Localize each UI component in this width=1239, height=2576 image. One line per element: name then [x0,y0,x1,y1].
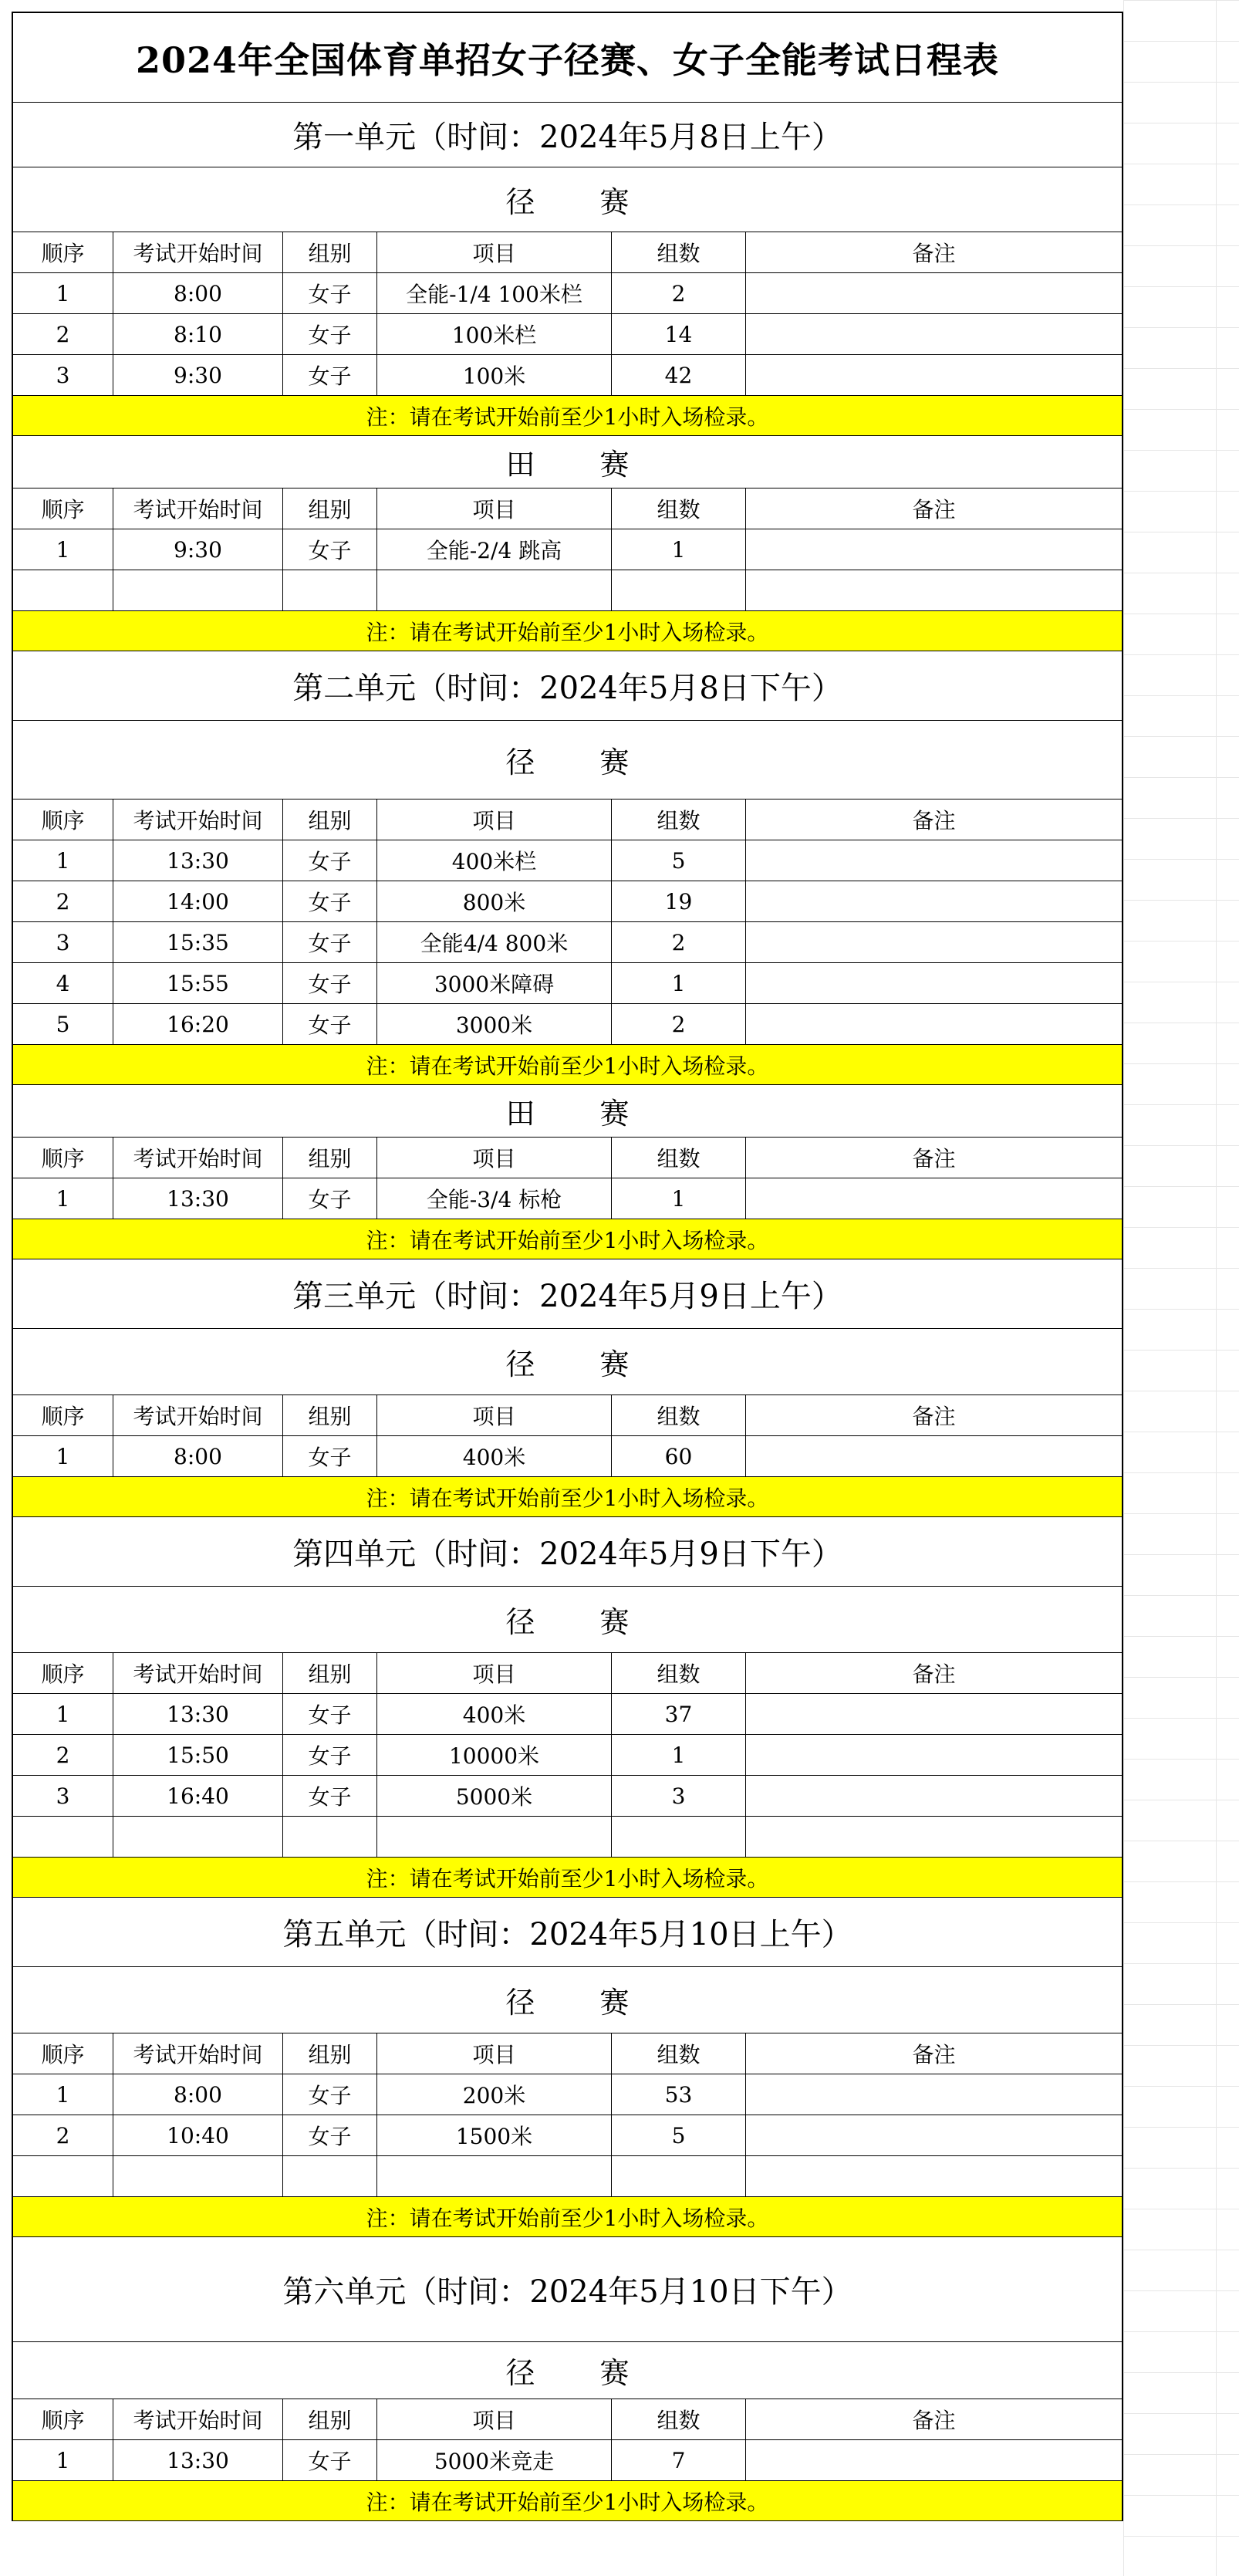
group-cell: 女子 [283,2440,377,2480]
start-time-cell [113,1817,283,1857]
start-time-cell: 14:00 [113,881,283,921]
event-cell: 400米 [377,1694,612,1734]
heats-header: 组数 [612,232,746,272]
field-section-title-text: 田 赛 [505,448,657,482]
remarks-header: 备注 [912,1146,956,1171]
checkin-note [13,1045,1122,1085]
group-cell: 女子 [283,529,377,570]
track-section-title [13,1967,1122,2033]
event-header: 项目 [377,800,612,840]
remarks-cell [746,355,1122,395]
order-cell: 1 [13,1694,113,1734]
event-cell: 1500米 [377,2115,612,2155]
order-header: 顺序 [13,1395,113,1435]
start-time-cell: 9:30 [113,529,283,570]
heats-header: 组数 [612,800,746,840]
start-time-cell: 13:30 [113,1694,283,1734]
table-row [13,1436,1122,1477]
track-section-title-text: 径 赛 [505,2356,657,2390]
checkin-note [13,2197,1122,2237]
order-cell [13,570,113,610]
start-time-header: 考试开始时间 [113,232,283,272]
group-cell: 女子 [283,1436,377,1476]
table-row [13,1694,1122,1735]
column-header-row [13,2033,1122,2074]
unit-title [13,1898,1122,1967]
event-cell: 400米 [377,1436,612,1476]
start-time-header: 考试开始时间 [113,2033,283,2074]
remarks-cell [746,2156,1122,2196]
track-section-title [13,721,1122,800]
start-time-cell: 8:00 [113,273,283,313]
group-header: 组别 [283,488,377,529]
group-cell: 女子 [283,314,377,354]
table-row [13,1004,1122,1045]
column-header-row [13,1395,1122,1436]
start-time-cell: 15:35 [113,922,283,962]
order-cell: 2 [13,314,113,354]
event-header: 项目 [377,1395,612,1435]
track-section-title-text: 径 赛 [505,1986,657,2020]
order-cell: 3 [13,922,113,962]
group-cell: 女子 [283,355,377,395]
order-header: 顺序 [13,1138,113,1178]
unit-title-text: 第三单元（时间：2024年5月9日上午） [292,1279,842,1314]
column-header-row [13,1653,1122,1694]
heats-cell: 53 [612,2074,746,2115]
group-cell [283,1817,377,1857]
checkin-note-text: 注：请在考试开始前至少1小时入场检录。 [366,619,769,645]
order-cell: 2 [13,881,113,921]
unit-title [13,1517,1122,1587]
schedule-table [12,12,1123,2521]
table-row [13,840,1122,881]
table-row [13,314,1122,355]
heats-header: 组数 [612,1653,746,1693]
heats-cell [612,570,746,610]
event-header: 项目 [377,2033,612,2074]
event-cell: 800米 [377,881,612,921]
group-header: 组别 [283,2033,377,2074]
heats-cell: 5 [612,2115,746,2155]
track-section-title [13,2342,1122,2399]
order-header: 顺序 [13,232,113,272]
heats-cell: 2 [612,273,746,313]
checkin-note [13,2481,1122,2521]
track-section-title-text: 径 赛 [505,745,657,779]
heats-cell: 1 [612,963,746,1003]
remarks-header: 备注 [912,1662,956,1687]
remarks-header: 备注 [912,2408,956,2433]
remarks-cell [746,840,1122,881]
heats-cell: 7 [612,2440,746,2480]
order-header: 顺序 [13,2033,113,2074]
table-row [13,2074,1122,2115]
event-cell [377,570,612,610]
table-row [13,963,1122,1004]
heats-cell: 1 [612,529,746,570]
table-row [13,2115,1122,2156]
order-cell: 3 [13,1776,113,1816]
order-cell [13,1817,113,1857]
group-header: 组别 [283,1138,377,1178]
group-cell: 女子 [283,273,377,313]
event-header: 项目 [377,232,612,272]
group-cell: 女子 [283,2074,377,2115]
heats-cell: 5 [612,840,746,881]
remarks-cell [746,1735,1122,1775]
group-cell: 女子 [283,1004,377,1044]
event-cell: 5000米竞走 [377,2440,612,2480]
order-cell: 3 [13,355,113,395]
remarks-cell [746,922,1122,962]
table-row [13,529,1122,570]
group-cell [283,2156,377,2196]
heats-cell: 2 [612,922,746,962]
table-row [13,2156,1122,2197]
unit-title [13,651,1122,721]
heats-cell [612,1817,746,1857]
unit-title-text: 第五单元（时间：2024年5月10日上午） [282,1917,852,1952]
page-title [13,13,1122,103]
group-cell: 女子 [283,922,377,962]
checkin-note-text: 注：请在考试开始前至少1小时入场检录。 [366,1227,769,1253]
event-cell: 全能-2/4 跳高 [377,529,612,570]
group-cell: 女子 [283,2115,377,2155]
remarks-header: 备注 [912,497,956,522]
start-time-cell: 13:30 [113,2440,283,2480]
heats-cell: 14 [612,314,746,354]
start-time-cell: 10:40 [113,2115,283,2155]
unit-title [13,1259,1122,1329]
track-section-title-text: 径 赛 [505,1605,657,1639]
event-cell: 3000米 [377,1004,612,1044]
checkin-note [13,1858,1122,1898]
start-time-cell [113,2156,283,2196]
group-cell [283,570,377,610]
order-cell: 1 [13,1178,113,1219]
remarks-cell [746,529,1122,570]
order-header: 顺序 [13,2399,113,2439]
remarks-header: 备注 [912,241,956,266]
heats-cell: 1 [612,1178,746,1219]
event-cell: 全能4/4 800米 [377,922,612,962]
start-time-cell: 13:30 [113,840,283,881]
event-header: 项目 [377,1138,612,1178]
heats-header: 组数 [612,1395,746,1435]
track-section-title [13,1587,1122,1653]
column-header-row [13,232,1122,273]
group-header: 组别 [283,232,377,272]
event-cell [377,2156,612,2196]
remarks-cell [746,2115,1122,2155]
event-header: 项目 [377,2399,612,2439]
group-cell: 女子 [283,1776,377,1816]
event-header: 项目 [377,1653,612,1693]
remarks-cell [746,1776,1122,1816]
checkin-note [13,1477,1122,1517]
start-time-header: 考试开始时间 [113,2399,283,2439]
unit-title-text: 第二单元（时间：2024年5月8日下午） [292,671,842,706]
heats-cell: 3 [612,1776,746,1816]
start-time-header: 考试开始时间 [113,800,283,840]
table-row [13,273,1122,314]
start-time-cell [113,570,283,610]
start-time-cell: 15:55 [113,963,283,1003]
column-header-row [13,488,1122,529]
unit-title-text: 第四单元（时间：2024年5月9日下午） [292,1536,842,1572]
order-cell: 1 [13,2074,113,2115]
table-row [13,1735,1122,1776]
checkin-note-text: 注：请在考试开始前至少1小时入场检录。 [366,1053,769,1079]
start-time-cell: 16:40 [113,1776,283,1816]
order-cell: 1 [13,273,113,313]
event-cell: 全能-1/4 100米栏 [377,273,612,313]
start-time-header: 考试开始时间 [113,1395,283,1435]
group-cell: 女子 [283,1735,377,1775]
column-header-row [13,1138,1122,1178]
remarks-cell [746,2074,1122,2115]
order-cell: 1 [13,2440,113,2480]
order-cell: 1 [13,1436,113,1476]
group-header: 组别 [283,800,377,840]
order-cell: 5 [13,1004,113,1044]
group-cell: 女子 [283,840,377,881]
track-section-title-text: 径 赛 [505,185,657,219]
remarks-header: 备注 [912,808,956,833]
table-row [13,1178,1122,1219]
unit-title [13,103,1122,167]
remarks-cell [746,1436,1122,1476]
track-section-title-text: 径 赛 [505,1347,657,1381]
field-section-title [13,1085,1122,1138]
event-cell: 3000米障碍 [377,963,612,1003]
order-cell: 1 [13,529,113,570]
group-header: 组别 [283,2399,377,2439]
group-header: 组别 [283,1395,377,1435]
table-row [13,1817,1122,1858]
start-time-cell: 8:10 [113,314,283,354]
group-header: 组别 [283,1653,377,1693]
field-section-title [13,436,1122,488]
event-header: 项目 [377,488,612,529]
order-cell: 2 [13,1735,113,1775]
start-time-header: 考试开始时间 [113,1653,283,1693]
table-row [13,1776,1122,1817]
heats-header: 组数 [612,2399,746,2439]
remarks-cell [746,881,1122,921]
checkin-note-text: 注：请在考试开始前至少1小时入场检录。 [366,404,769,430]
track-section-title [13,1329,1122,1395]
event-cell: 400米栏 [377,840,612,881]
remarks-header: 备注 [912,1404,956,1429]
group-cell: 女子 [283,881,377,921]
heats-header: 组数 [612,1138,746,1178]
checkin-note-text: 注：请在考试开始前至少1小时入场检录。 [366,1485,769,1511]
order-header: 顺序 [13,1653,113,1693]
checkin-note [13,1219,1122,1259]
group-cell: 女子 [283,963,377,1003]
start-time-cell: 9:30 [113,355,283,395]
event-cell: 100米 [377,355,612,395]
table-row [13,2440,1122,2481]
checkin-note-text: 注：请在考试开始前至少1小时入场检录。 [366,1865,769,1891]
event-cell: 5000米 [377,1776,612,1816]
remarks-cell [746,570,1122,610]
event-cell: 10000米 [377,1735,612,1775]
start-time-header: 考试开始时间 [113,488,283,529]
order-cell: 1 [13,840,113,881]
checkin-note-text: 注：请在考试开始前至少1小时入场检录。 [366,2489,769,2515]
table-row [13,881,1122,922]
checkin-note [13,396,1122,436]
column-header-row [13,800,1122,840]
start-time-cell: 13:30 [113,1178,283,1219]
heats-cell: 37 [612,1694,746,1734]
remarks-header: 备注 [912,2042,956,2067]
field-section-title-text: 田 赛 [505,1097,657,1131]
checkin-note [13,611,1122,651]
order-header: 顺序 [13,800,113,840]
remarks-cell [746,1817,1122,1857]
column-header-row [13,2399,1122,2440]
unit-title-text: 第六单元（时间：2024年5月10日下午） [282,2274,852,2310]
remarks-cell [746,963,1122,1003]
start-time-cell: 15:50 [113,1735,283,1775]
start-time-cell: 16:20 [113,1004,283,1044]
remarks-cell [746,1694,1122,1734]
order-header: 顺序 [13,488,113,529]
order-cell [13,2156,113,2196]
table-row [13,355,1122,396]
heats-cell: 60 [612,1436,746,1476]
event-cell: 全能-3/4 标枪 [377,1178,612,1219]
group-cell: 女子 [283,1694,377,1734]
heats-header: 组数 [612,488,746,529]
track-section-title [13,167,1122,232]
heats-cell: 19 [612,881,746,921]
remarks-cell [746,1178,1122,1219]
checkin-note-text: 注：请在考试开始前至少1小时入场检录。 [366,2205,769,2231]
start-time-cell: 8:00 [113,1436,283,1476]
event-cell: 100米栏 [377,314,612,354]
order-cell: 2 [13,2115,113,2155]
heats-cell: 42 [612,355,746,395]
group-cell: 女子 [283,1178,377,1219]
remarks-cell [746,2440,1122,2480]
start-time-header: 考试开始时间 [113,1138,283,1178]
order-cell: 4 [13,963,113,1003]
table-row [13,570,1122,611]
unit-title-text: 第一单元（时间：2024年5月8日上午） [292,120,842,155]
heats-cell: 1 [612,1735,746,1775]
event-cell: 200米 [377,2074,612,2115]
event-cell [377,1817,612,1857]
heats-cell: 2 [612,1004,746,1044]
unit-title [13,2237,1122,2342]
heats-header: 组数 [612,2033,746,2074]
table-row [13,922,1122,963]
remarks-cell [746,273,1122,313]
start-time-cell: 8:00 [113,2074,283,2115]
remarks-cell [746,1004,1122,1044]
remarks-cell [746,314,1122,354]
heats-cell [612,2156,746,2196]
sheet-gridlines-vertical [1123,0,1239,2576]
page-title-text: 2024年全国体育单招女子径赛、女子全能考试日程表 [135,39,1000,81]
